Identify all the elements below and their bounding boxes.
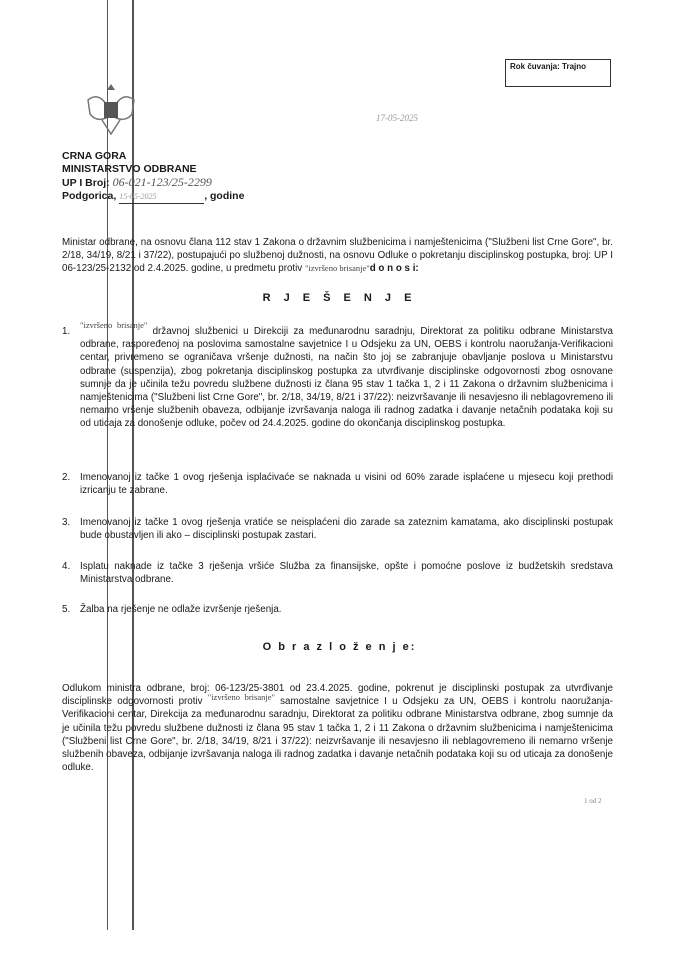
decision-title: R J E Š E N J E xyxy=(262,292,417,304)
handwritten-number: 06-021-123/25-2299 xyxy=(112,175,212,189)
reference-number: UP I Broj: 06-021-123/25-2299 xyxy=(62,175,212,189)
retention-label: Rok čuvanja: Trajno xyxy=(510,62,587,71)
country-name: CRNA GORA xyxy=(62,150,127,162)
list-item: 4. Isplatu naknade iz tačke 3 rješenja vršiće Služba za finansijske, opšte i pomoćne poslove iz budžetskih sredstava Ministarstva odbrane. xyxy=(62,561,613,586)
received-stamp: 17-05-2025 xyxy=(376,113,418,123)
handwritten-date: 15-05-2025 xyxy=(119,190,204,204)
redaction-mark: "izvršeno brisanje" xyxy=(304,263,370,274)
ministry-name: MINISTARSTVO ODBRANE xyxy=(62,163,197,175)
letterhead xyxy=(62,150,244,204)
place-date: Podgorica, 15-05-2025 , godine xyxy=(62,190,245,202)
list-item: 5. Žalba na rješenje ne odlaže izvršenje rješenja. xyxy=(62,604,282,615)
list-item: 1. "izvršeno brisanje" državnoj službenici u Direkciji za međunarodnu saradnju, Direktorat za politiku odbrane Ministarstva odbrane, raspoređenoj na poslovima samostalne savjetnice I u Odsjeku za UN, OEBS i kontrolu naoružanja-Verifikacioni centar, privremeno se ograničava vršenje dužnosti, na način što joj se zabranjuje obavljanje poslova u Ministarstvu odbrane (suspenzija), zbog pokretanja disciplinskog postupka za utvrđivanje disciplinske odgovornosti zbog osnovane sumnje da je učinila težu povredu službene dužnosti iz člana 95 stav 1 tačka 1, 2 i 11 Zakona o državnim službenicima i namještenicima ("Službeni list Crne Gore", br. 2/18, 34/19, 8/21 i 37/22): neizvršavanje ili nesavjesno ili neblagovremeno ili nemarno vršenje službenih obaveza, odbijanje izvršavanja naloga ili radnog zadatka i davanje netačnih podataka koji su od uticaja za donošenje odluke, počev od 24.4.2025. godine do okončanja disciplinskog postupka. xyxy=(62,320,613,430)
redaction-mark: "izvršeno brisanje" xyxy=(207,692,275,703)
page-number: 1 od 2 xyxy=(584,797,602,805)
redaction-mark: "izvršeno brisanje" xyxy=(80,320,148,330)
verb: d o n o s i: xyxy=(369,263,419,275)
list-item: 3. Imenovanoj iz tačke 1 ovog rješenja vratiće se neisplaćeni dio zarade sa zateznim kamatama, ako disciplinski postupak bude obustavljen ili ako – disciplinski postupak zastari. xyxy=(62,517,613,542)
coat-of-arms-icon xyxy=(82,80,140,140)
reasoning-title: O b r a z l o ž e n j e: xyxy=(262,641,417,653)
intro-paragraph: Ministar odbrane, na osnovu člana 112 stav 1 Zakona o državnim službenicima i namještenicima ("Službeni list Crne Gore", br. 2/18, 34/19, 8/21 i 37/22), postupajući po službenoj dužnosti, na osnovu Odluke o pokretanju disciplinskog postupka, broj: UP I 06-123/25-2132 od 2.4.2025. godine, u predmetu protiv "izvršeno brisanje"d o n o s i: xyxy=(62,237,613,275)
retention-box xyxy=(505,59,611,87)
reasoning-paragraph: Odlukom ministra odbrane, broj: 06-123/25-3801 od 23.4.2025. godine, pokrenut je disciplinski postupak za utvrđivanje disciplinske odgovornosti protiv "izvršeno brisanje" samostalne savjetnice I u Odsjeku za UN, OEBS i kontrolu naoružanja-Verifikacioni centar, Direkcija za međunarodnu saradnju, Direktorat za politiku odbrane Ministarstva odbrane, zbog sumnje da je učinila težu povredu službene dužnosti iz člana 95 stav 1 tačka 1, 2 i 11 Zakona o državnim službenicima i namještenicima ("Službeni list Crne Gore", br. 2/18, 34/19, 8/21 i 37/22): neizvršavanje ili nesavjesno ili neblagovremeno ili nemarno vršenje službenih obaveza, odbijanje izvršavanja naloga ili radnog zadatka i davanje netačnih podataka koji su od uticaja za donošenje odluke. xyxy=(62,683,613,774)
list-item: 2. Imenovanoj iz tačke 1 ovog rješenja isplaćivaće se naknada u visini od 60% zarade isplaćene u mjesecu koji prethodi izricanju te zabrane. xyxy=(62,472,613,497)
